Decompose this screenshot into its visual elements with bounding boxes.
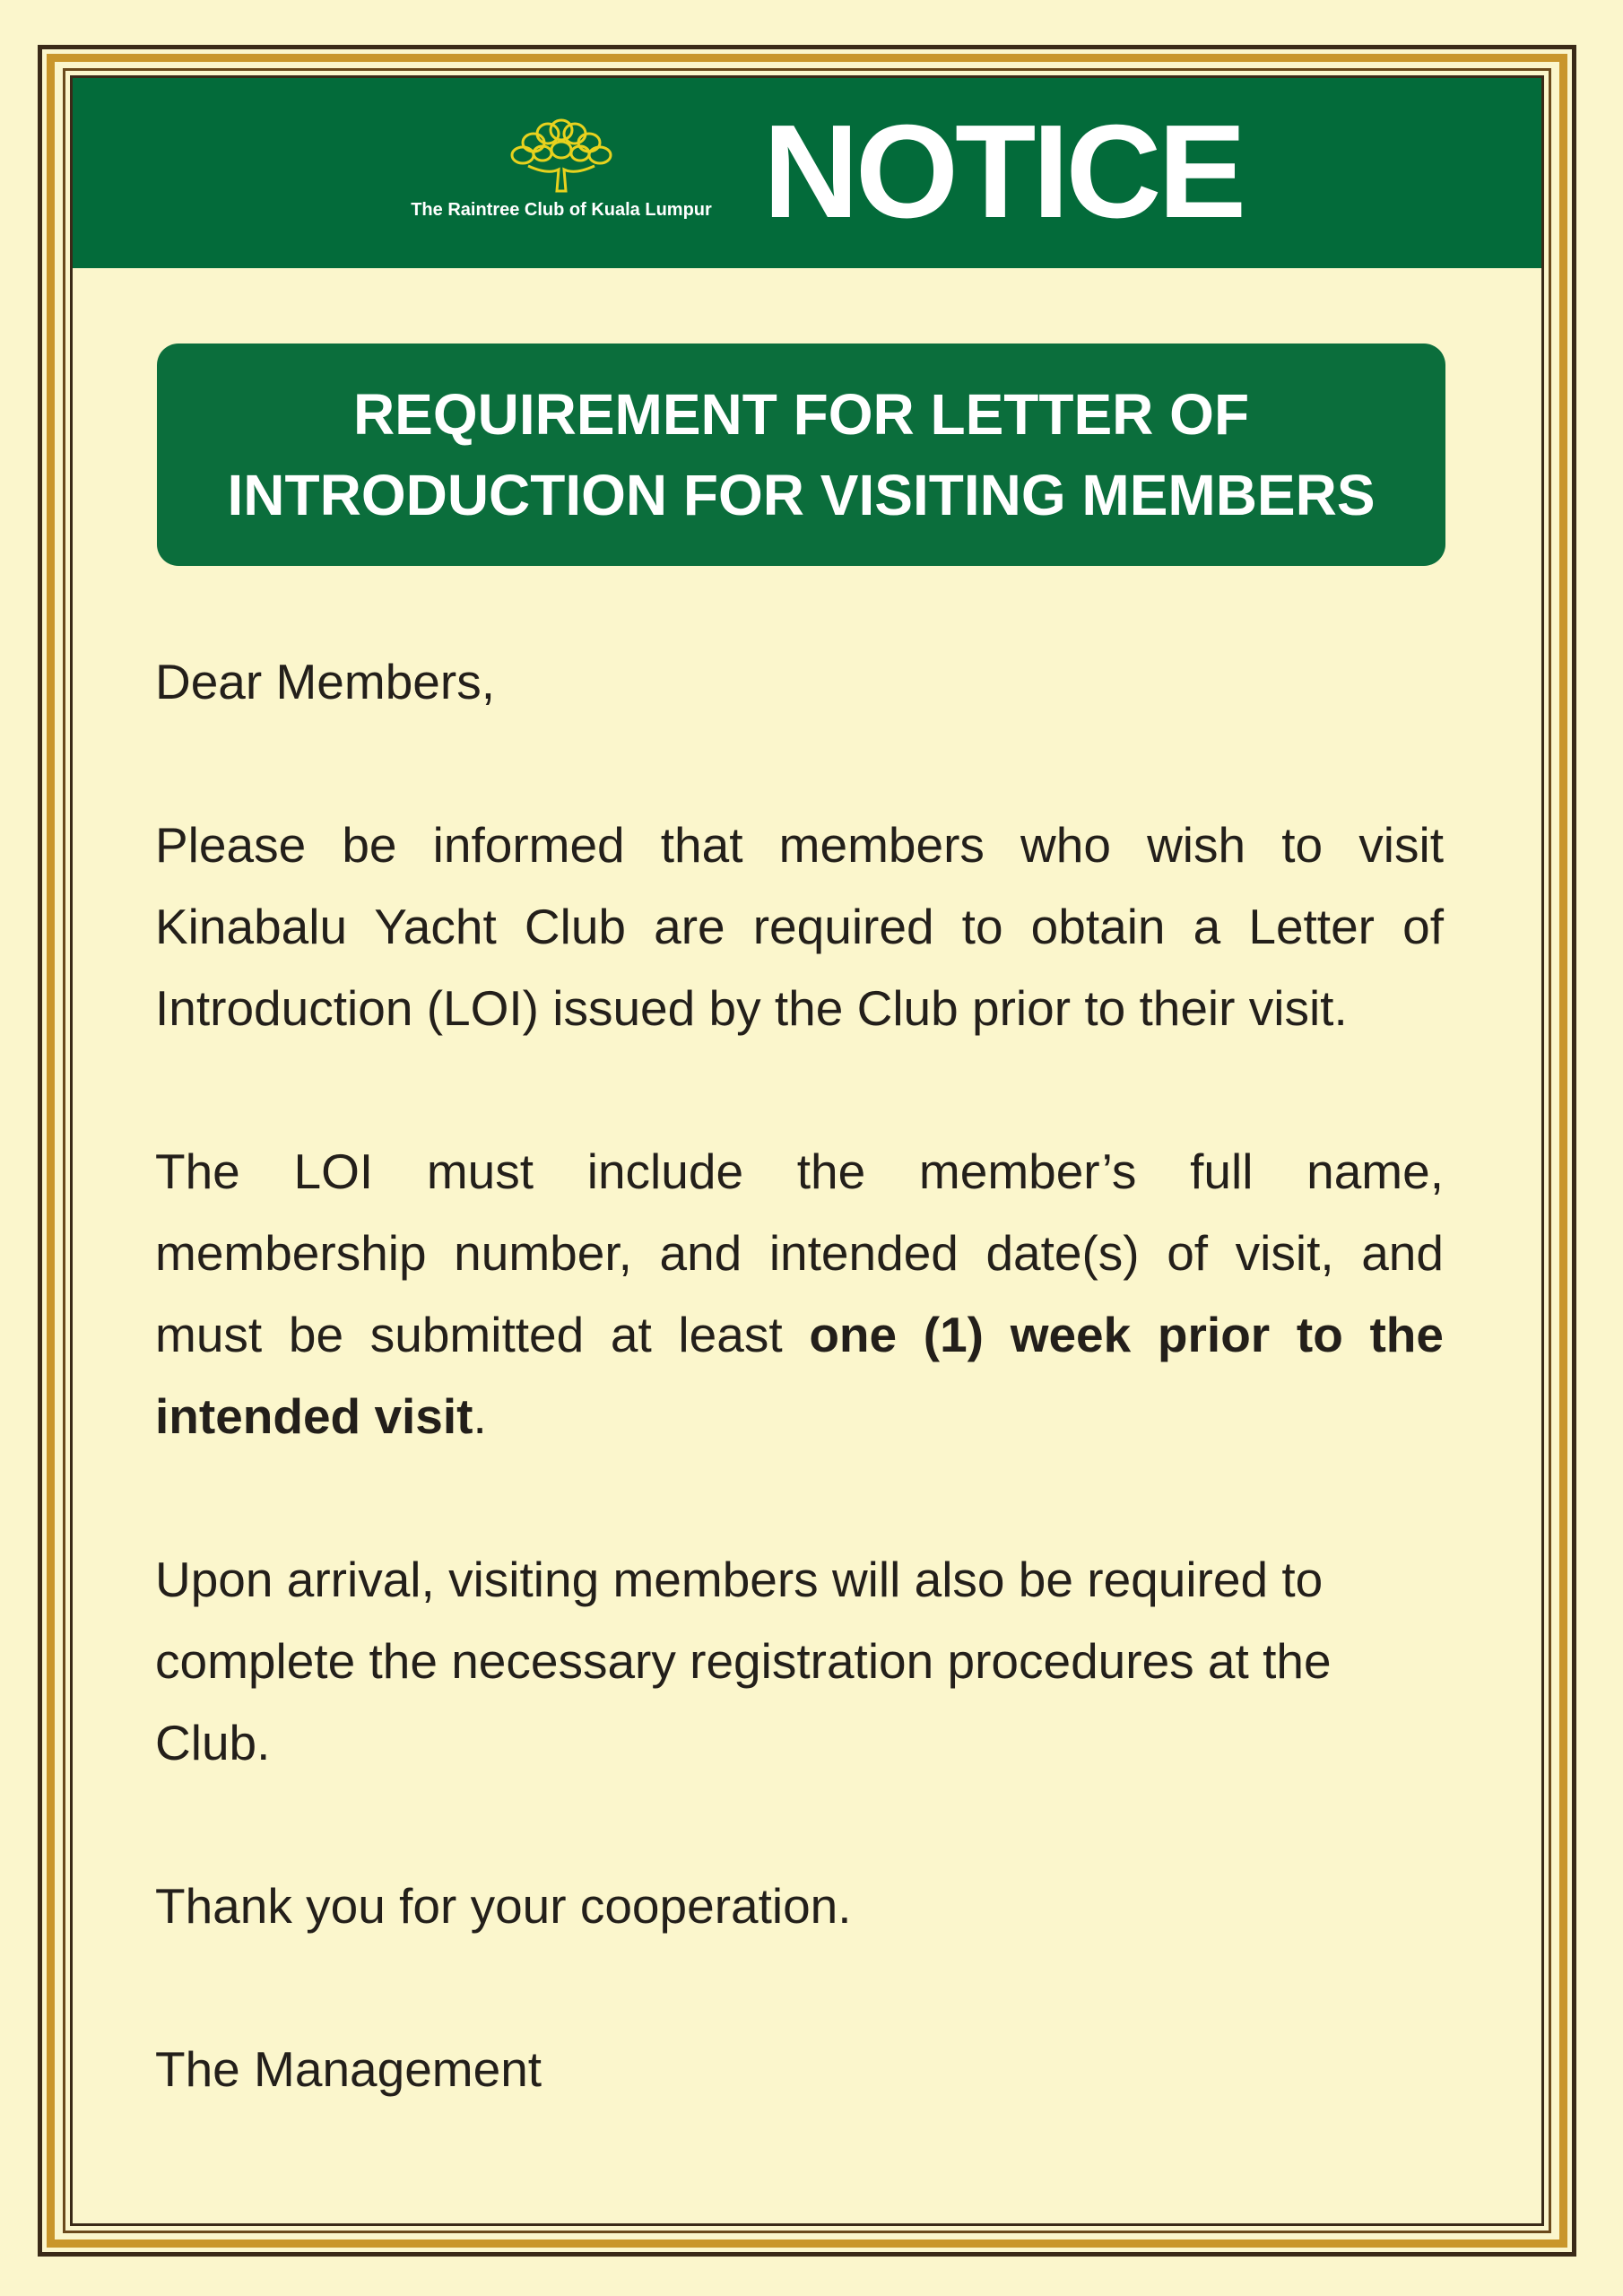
paragraph-loi-contents: [155, 1131, 1444, 1457]
salutation: Dear Members,: [155, 654, 495, 709]
notice-title: NOTICE: [763, 98, 1244, 246]
deadline-emphasis: one (1) week prior to the intended visit: [155, 1307, 1444, 1444]
notice-header: [73, 78, 1541, 268]
thanks-line: Thank you for your cooperation.: [155, 1878, 852, 1934]
club-name: The Raintree Club of Kuala Lumpur: [411, 200, 712, 220]
club-logo: [382, 116, 741, 250]
signoff: The Management: [155, 2041, 542, 2097]
banner-title: REQUIREMENT FOR LETTER OF INTRODUCTION FOR VISITING MEMBERS: [227, 382, 1376, 527]
paragraph-loi-contents-start: The LOI must include the member’s full name, membership number, and intended date(s) of visit, and must be submitted at least: [155, 1144, 1444, 1362]
requirement-banner: [157, 344, 1445, 566]
paragraph-registration: Upon arrival, visiting members will also be required to complete the necessary registration procedures at the Club.: [155, 1552, 1332, 1770]
paragraph-loi-contents-end: .: [473, 1388, 487, 1444]
raintree-logo-icon: [503, 116, 620, 196]
notice-body: [155, 641, 1444, 2110]
paragraph-loi-requirement: Please be informed that members who wish to visit Kinabalu Yacht Club are required to obtain a Letter of Introduction (LOI) issued by the Club prior to their visit.: [155, 817, 1444, 1036]
